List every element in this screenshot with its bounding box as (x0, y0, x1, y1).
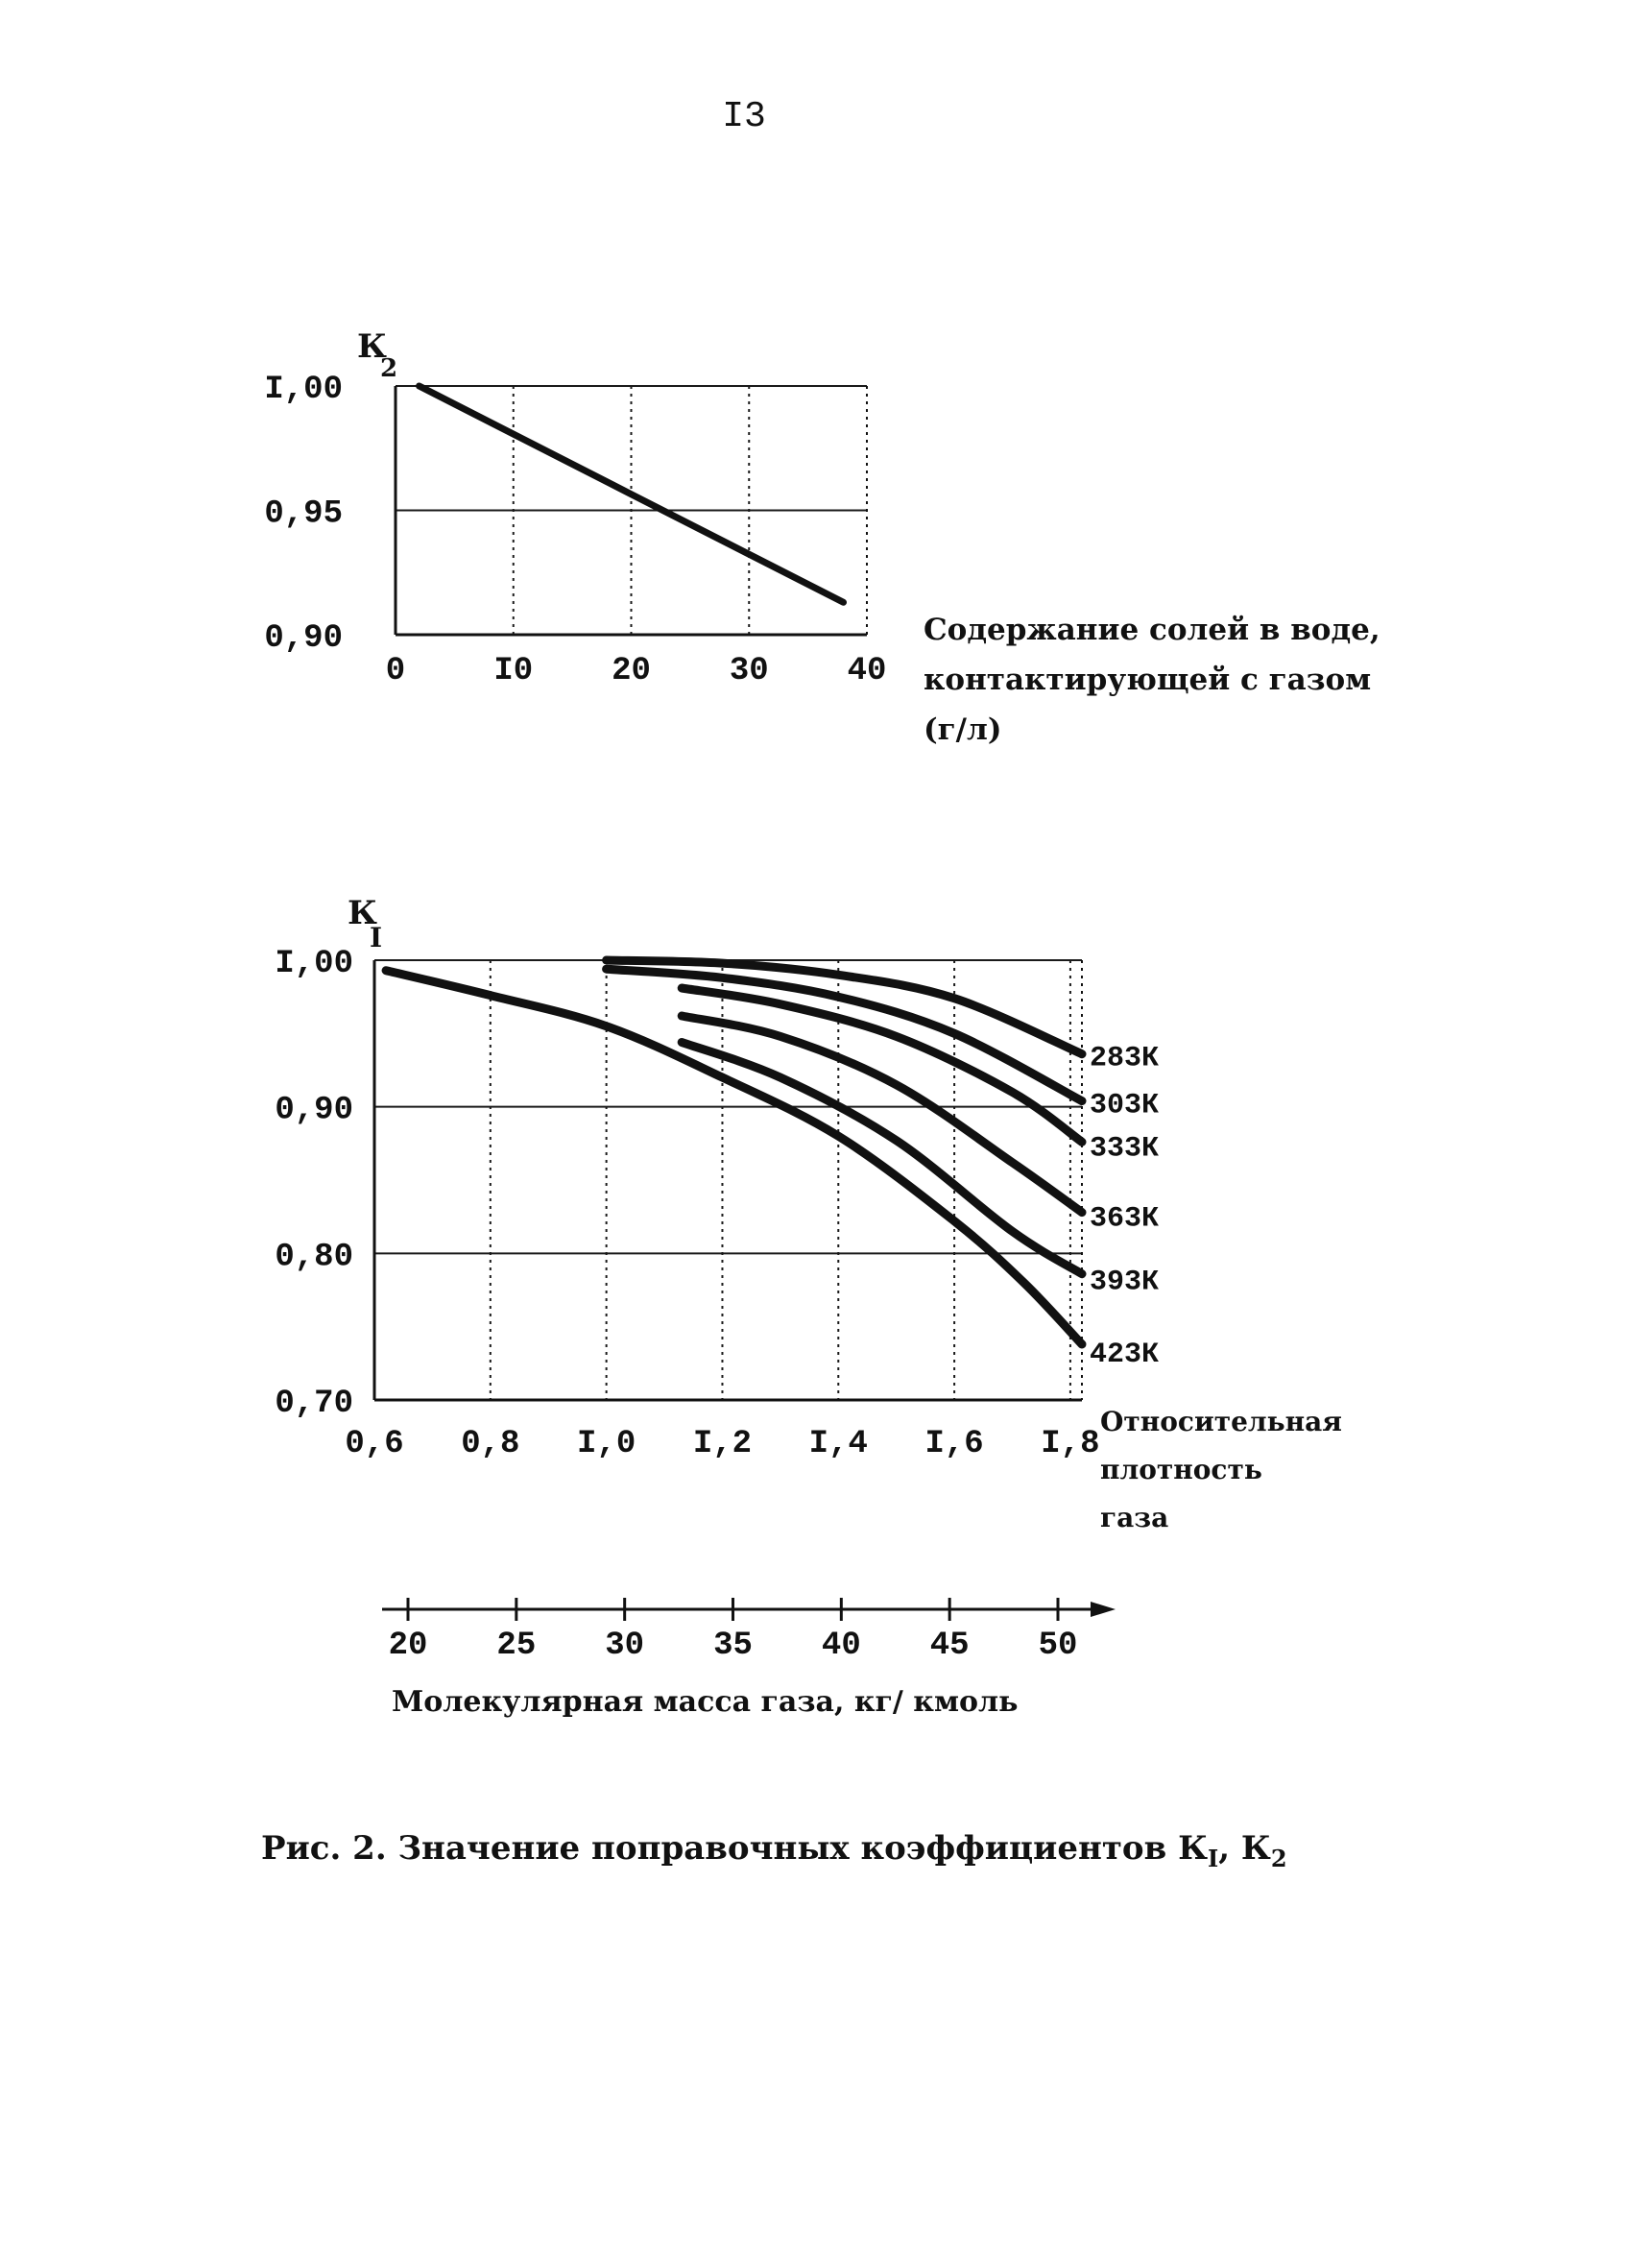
series-label-423К: 423К (1090, 1338, 1160, 1371)
y-tick-label: 0,70 (275, 1386, 353, 1422)
x-tick-label: I0 (493, 653, 534, 689)
x-tick-label: 0 (385, 653, 406, 689)
y-tick-label: 0,95 (264, 495, 343, 533)
x-axis-label-line: газа (1100, 1502, 1169, 1533)
y-tick-label: 0,90 (275, 1092, 353, 1129)
x-axis-label-line: Относительная (1100, 1406, 1342, 1437)
k2-x-axis-label (924, 613, 1380, 747)
molecular-mass-axis (382, 1598, 1116, 1719)
x-tick-label: 0,8 (461, 1426, 520, 1462)
x-tick-label: 0,6 (345, 1426, 404, 1462)
mass-axis-tick-label: 25 (496, 1628, 537, 1664)
mass-axis-tick-label: 45 (929, 1628, 970, 1664)
series-label-393К: 393К (1090, 1266, 1160, 1299)
x-tick-label: 30 (729, 653, 769, 689)
k2-grid (396, 386, 867, 635)
caption-text: Рис. 2. Значение поправочных коэффициентов К (261, 1829, 1208, 1868)
x-axis-label-line: (г/л) (924, 712, 1002, 747)
x-tick-label: I,0 (577, 1426, 636, 1462)
y-tick-label: 0,90 (264, 620, 343, 657)
series-label-333К: 333К (1090, 1132, 1160, 1166)
series-line-363К (682, 1016, 1082, 1213)
mass-axis-tick-label: 50 (1038, 1628, 1078, 1664)
figure-caption (261, 1829, 1287, 1872)
k1-x-axis-label (1100, 1406, 1342, 1533)
x-tick-label: 20 (612, 653, 651, 689)
k1-y-axis-label-sub: I (370, 922, 383, 953)
mass-axis-tick-label: 40 (821, 1628, 861, 1664)
series-label-363К: 363К (1090, 1202, 1160, 1236)
chart-k2 (264, 327, 1380, 747)
k1-y-axis-label: К (348, 894, 377, 932)
x-tick-label: I,8 (1041, 1426, 1100, 1462)
x-axis-label-line: контактирующей с газом (924, 663, 1372, 697)
k2-ticks (264, 372, 886, 689)
series-label-283К: 283К (1090, 1042, 1160, 1075)
x-tick-label: I,4 (808, 1426, 868, 1462)
mass-axis-tick-label: 35 (713, 1628, 753, 1664)
mass-axis-arrow-icon (1091, 1602, 1116, 1617)
caption-sub-1: I (1208, 1844, 1219, 1872)
mass-axis-label: Молекулярная масса газа, кг/ кмоль (392, 1685, 1019, 1719)
page-number: I3 (722, 96, 766, 137)
caption-separator: , К (1218, 1829, 1271, 1868)
x-tick-label: I,6 (924, 1426, 984, 1462)
y-tick-label: I,00 (264, 372, 343, 408)
mass-axis-tick-label: 30 (605, 1628, 645, 1664)
mass-axis-tick-label: 20 (388, 1628, 428, 1664)
x-tick-label: I,2 (692, 1426, 753, 1462)
caption-sub-2: 2 (1270, 1844, 1287, 1872)
k2-y-axis-label-sub: 2 (380, 354, 398, 383)
k1-series-labels (1090, 1043, 1159, 1371)
y-tick-label: I,00 (275, 946, 353, 982)
x-axis-label-line: Содержание солей в воде, (924, 613, 1380, 647)
y-tick-label: 0,80 (275, 1239, 353, 1276)
series-label-303К: 303К (1090, 1089, 1160, 1122)
k2-y-axis-label: К (357, 327, 387, 366)
x-tick-label: 40 (847, 653, 887, 689)
x-axis-label-line: плотность (1100, 1454, 1262, 1485)
chart-k1 (275, 894, 1342, 1533)
